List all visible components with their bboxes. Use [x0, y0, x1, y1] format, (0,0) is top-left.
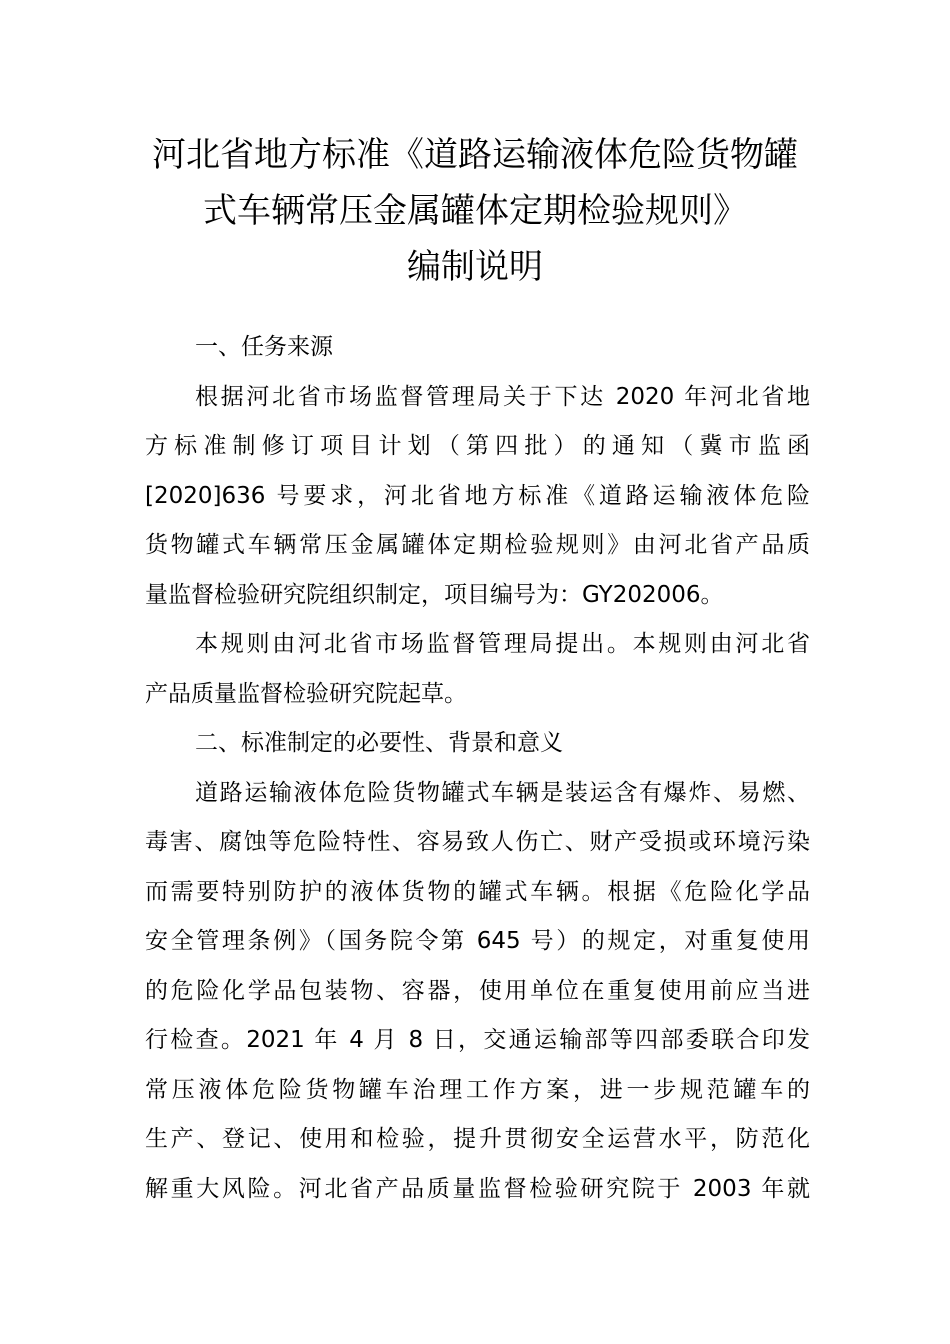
title-line-2: 式车辆常压金属罐体定期检验规则》 — [203, 191, 747, 231]
text-line: 量监督检验研究院组织制定，项目编号为：GY202006。 — [145, 581, 724, 608]
document-body — [145, 323, 810, 1214]
paragraph-background — [145, 769, 810, 1215]
title-line-1: 河北省地方标准《道路运输液体危险货物罐 — [152, 135, 798, 175]
text-line: 道路运输液体危险货物罐式车辆是装运含有爆炸、易燃、 — [195, 779, 810, 806]
section-heading-1: 一、任务来源 — [195, 334, 333, 360]
text-line: 而需要特别防护的液体货物的罐式车辆。根据《危险化学品 — [145, 878, 810, 905]
section-heading-2: 二、标准制定的必要性、背景和意义 — [195, 730, 563, 756]
text-line: 毒害、腐蚀等危险特性、容易致人伤亡、财产受损或环境污染 — [145, 829, 810, 855]
text-line: 方标准制修订项目计划（第四批）的通知（冀市监函 — [145, 433, 810, 459]
text-line: 行检查。2021 年 4 月 8 日，交通运输部等四部委联合印发 — [145, 1027, 810, 1053]
text-line: 产品质量监督检验研究院起草。 — [145, 680, 467, 707]
text-line: 货物罐式车辆常压金属罐体定期检验规则》由河北省产品质 — [145, 532, 810, 558]
text-line: 解重大风险。河北省产品质量监督检验研究院于 2003 年就 — [145, 1175, 810, 1202]
text-line: 根据河北省市场监督管理局关于下达 2020 年河北省地 — [195, 383, 810, 410]
text-line: 本规则由河北省市场监督管理局提出。本规则由河北省 — [195, 631, 810, 657]
paragraph-proposer — [145, 620, 810, 719]
paragraph-task-source — [145, 373, 810, 621]
title-line-3: 编制说明 — [407, 247, 543, 287]
text-line: [2020]636 号要求，河北省地方标准《道路运输液体危险 — [145, 482, 810, 509]
text-line: 常压液体危险货物罐车治理工作方案，进一步规范罐车的 — [145, 1076, 810, 1103]
document-title — [140, 127, 810, 295]
text-line: 生产、登记、使用和检验，提升贯彻安全运营水平，防范化 — [145, 1126, 810, 1152]
text-line: 安全管理条例》（国务院令第 645 号）的规定，对重复使用 — [145, 928, 810, 954]
text-line: 的危险化学品包装物、容器，使用单位在重复使用前应当进 — [145, 977, 810, 1004]
